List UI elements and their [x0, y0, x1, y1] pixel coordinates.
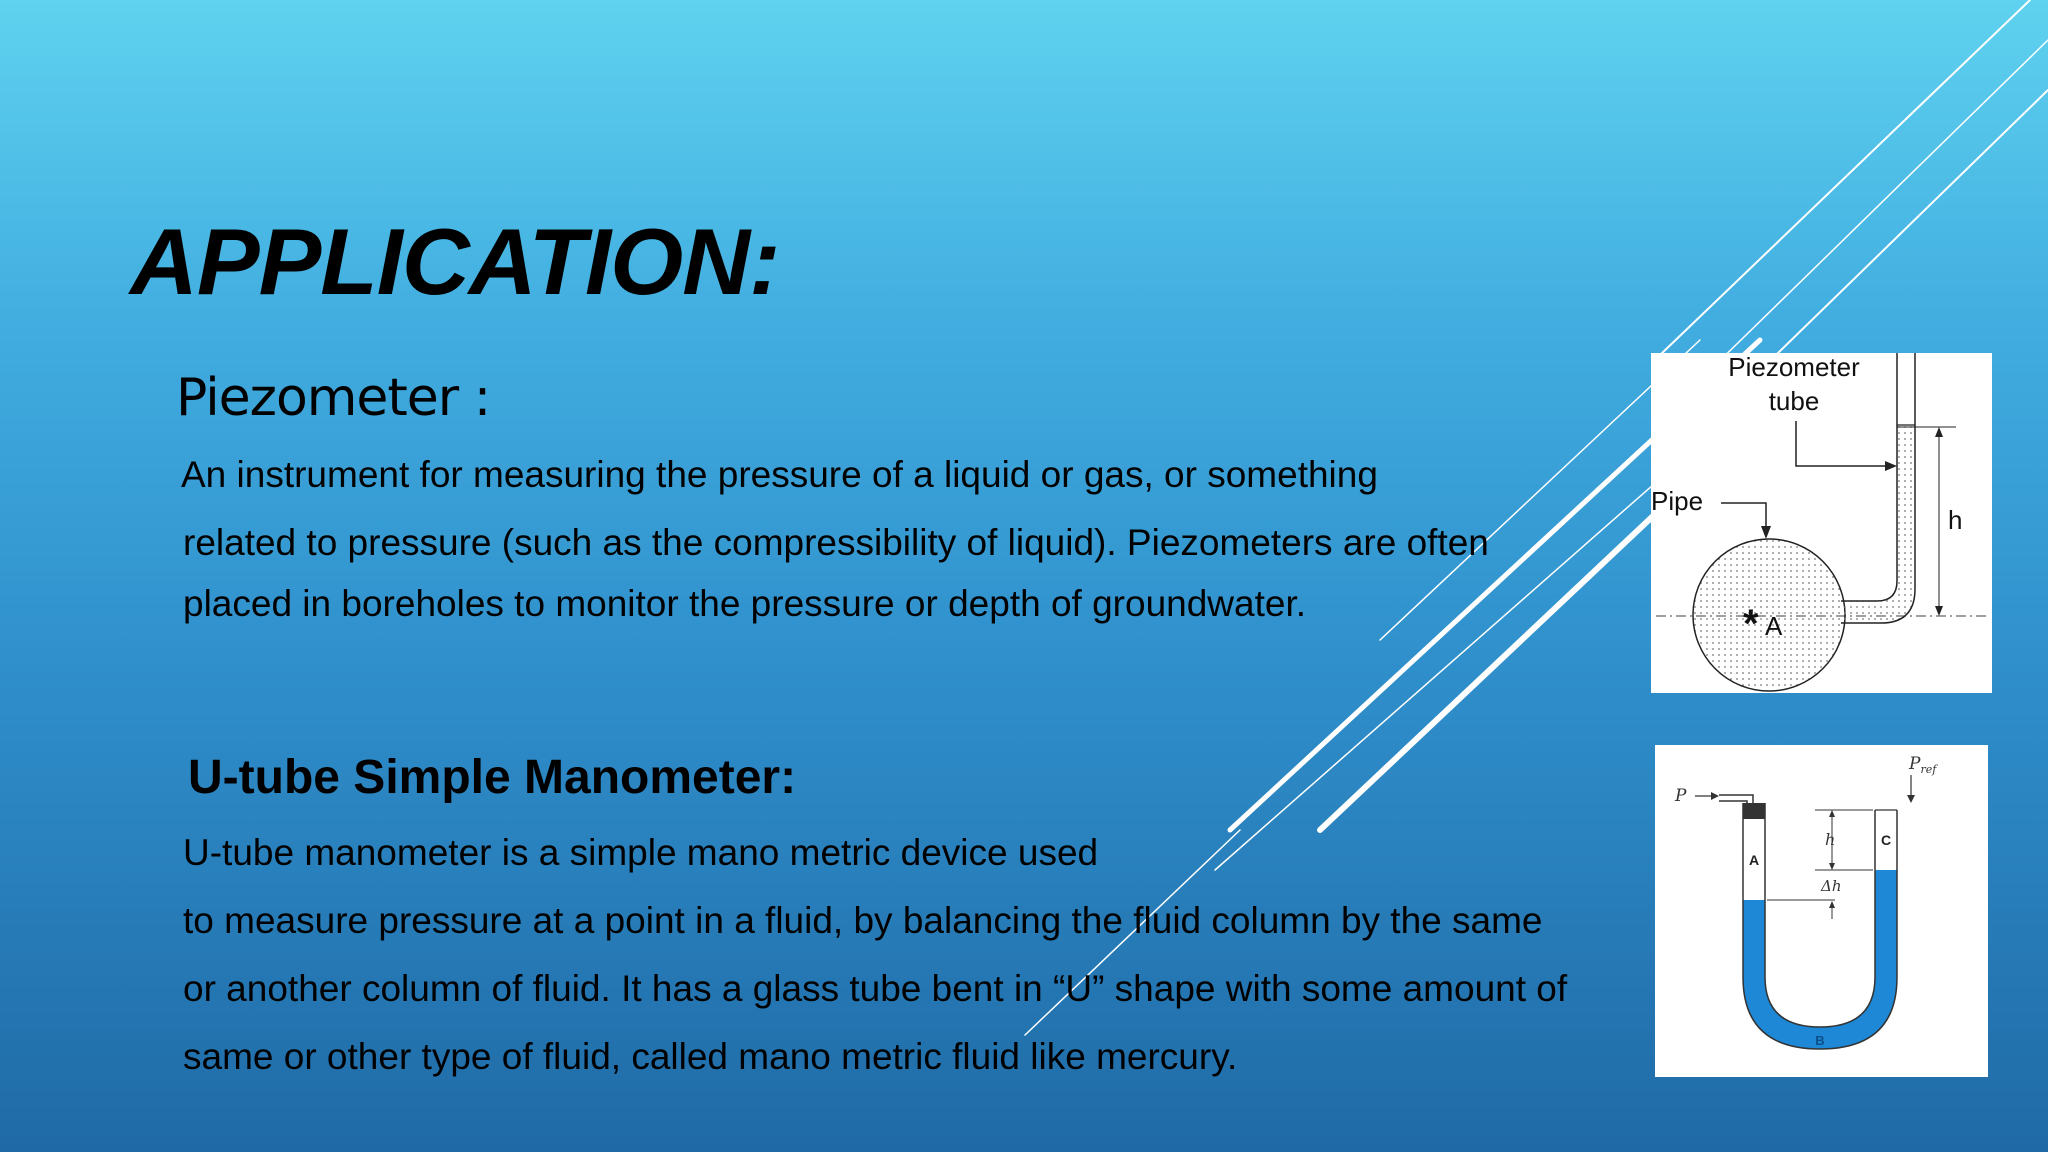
piezometer-text-line: placed in boreholes to monitor the pressure or depth of groundwater.: [183, 583, 1307, 624]
utube-text-line: to measure pressure at a point in a fluid, by balancing the fluid column by the same: [183, 900, 1543, 941]
p-label: P: [1675, 786, 1687, 806]
utube-heading: U-tube Simple Manometer:: [188, 751, 797, 804]
pipe-label: Pipe: [1651, 486, 1704, 516]
piezometer-heading: Piezometer :: [176, 368, 491, 428]
pref-label: $P_{ref}$: [1909, 754, 1937, 776]
utube-text-line: U-tube manometer is a simple mano metric device used: [183, 832, 1099, 873]
b-label: B: [1815, 1033, 1825, 1048]
piezometer-diagram: [1651, 353, 1992, 693]
point-a-label: A: [1765, 611, 1783, 641]
a-label: A: [1748, 852, 1760, 868]
h-label: h: [1825, 830, 1836, 849]
piezometer-text-line: related to pressure (such as the compressibility of liquid). Piezometers are often: [183, 522, 1489, 563]
tube-label: tube: [1768, 386, 1820, 416]
point-marker: *: [1743, 602, 1759, 646]
h-label: h: [1948, 505, 1963, 535]
utube-text-line: same or other type of fluid, called mano metric fluid like mercury.: [183, 1036, 1238, 1077]
utube-manometer-diagram: [1655, 745, 1988, 1077]
tube-label: Piezometer: [1728, 353, 1860, 382]
c-label: C: [1880, 832, 1892, 848]
delta-h-label: Δh: [1821, 877, 1842, 895]
utube-text-line: or another column of fluid. It has a glass tube bent in “U” shape with some amount of: [183, 968, 1568, 1009]
piezometer-text-line: An instrument for measuring the pressure of a liquid or gas, or something: [181, 454, 1378, 495]
manometric-fluid: [1743, 870, 1897, 1049]
slide-title: APPLICATION:: [130, 209, 780, 314]
piezometer-tube: [1841, 425, 1915, 623]
